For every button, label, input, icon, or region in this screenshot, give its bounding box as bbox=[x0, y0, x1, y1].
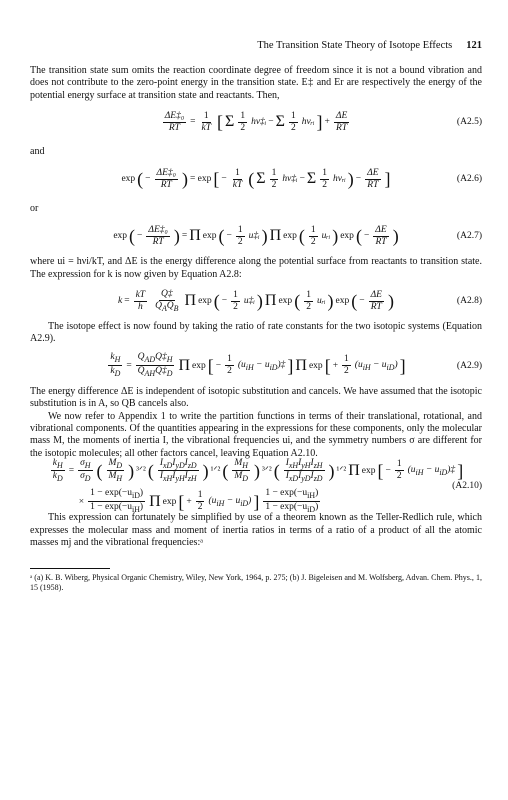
equation-a2-6 bbox=[30, 159, 482, 199]
paragraph-1: The transition state sum omits the reaction coordinate degree of freedom since it is not a bound vibration and does not contribute to the zero-point energy in the transition state. E‡ and Er are respectively the energy of the potential energy surface at transition state and reactants. Then, bbox=[30, 65, 482, 101]
equation-a2-5-expression: $\frac{\text{ΔE‡₀}}{RT}$ = $\frac{1}{kT}$ [ Σ $\frac{1}{2}$ hν‡ᵢ − Σ $\frac{1}{2}$ hνᵣᵢ ] + $\frac{\Delta E}{RT}$ bbox=[164, 110, 348, 133]
equation-label: (A2.8) bbox=[456, 296, 482, 307]
equation-a2-5 bbox=[30, 102, 482, 142]
running-title: The Transition State Theory of Isotope Effects bbox=[257, 40, 453, 51]
paragraph-4: The energy difference ΔE is independent of isotopic substitution and cancels. We have assumed that the isotopic substitution is in A, so QB cancels also. bbox=[30, 385, 482, 410]
equation-label: (A2.5) bbox=[456, 117, 482, 128]
connector-or: or bbox=[30, 203, 39, 215]
equation-a2-6-expression: exp ( − $\frac{\text{ΔE‡₀}}{RT}$ ) = exp [ − $\frac{1}{kT}$ ( Σ $\frac{1}{2}$ hν‡ᵢ − Σ $\frac{1}{2}$ hνᵣᵢ ) − $\frac{\Delta E}{RT}$ ] bbox=[121, 167, 391, 190]
equation-a2-7 bbox=[30, 216, 482, 256]
equation-a2-9 bbox=[30, 346, 482, 386]
equation-label: (A2.10) bbox=[452, 481, 482, 492]
equation-a2-9-expression: $\frac{k_H}{k_D}$ = $\frac{Q_{AD}Q\ddagger_H}{Q_{AH}Q\ddagger_D}$ Π exp [ − $\frac{1}{2}$ ($u_{iH}$ − $u_{iD})\ddagger$ ] Π exp [ + $\frac{1}{2}$ $(u_{iH} - u_{iD})$ ] bbox=[110, 352, 406, 379]
running-header bbox=[30, 40, 482, 51]
equation-a2-10 bbox=[30, 457, 482, 515]
equation-label: (A2.6) bbox=[456, 174, 482, 185]
connector-and: and bbox=[30, 146, 45, 158]
equation-a2-7-expression: exp ( − $\frac{\text{ΔE‡₀}}{RT}$ ) = Π exp ( − $\frac{1}{2}$ u‡ᵢ ) Π exp ( $\frac{1}{2}$ uᵣᵢ ) exp ( − $\frac{\Delta E}{RT}$ ) bbox=[113, 224, 399, 247]
footnote: ᵃ (a) K. B. Wiberg, Physical Organic Chemistry, Wiley, New York, 1964, p. 275; (b) J. Bigeleisen and M. Wolfsberg, Advan. Chem. Phys., 1, 15 (1958). bbox=[30, 572, 482, 592]
equation-a2-10-expression: $\frac{k_H}{k_D}$ = $\frac{\sigma_H}{\sigma_D}$ ( $\frac{M_D}{M_H}$ ) ³ᐟ² ( $\frac{I_{xD}I_{yD}I_{zD}}{I_{xH}I_{yH}I_{zH}}$ ) ¹ᐟ² ( $\frac{M_H}{M_D}$ ) ³ᐟ² ( $\frac{I_{xH}I_{yH}I_{zH}}{I_{xD}I_{yD}I_{zD}}$ ) ¹ᐟ² Π exp [ − $\frac{1}{2}$ ($u_{iH}$ − $u_{iD})\ddagger$ ] × $\frac{1 - \exp(-u_{iD})}{1 - \exp(-u_{iH})}$ Π exp [ + $\frac{1}{2}$ $(u_{iH} - u_{iD})$ ] $\frac{1 - \exp(-u_{iH})}{1 - \exp(-u_{iD})}$ bbox=[52, 457, 464, 515]
paragraph-2: where ui = hνi/kT, and ΔE is the energy difference along the potential surface from reactants to transition state. The expression for k is now given by Equation A2.8: bbox=[30, 256, 482, 280]
footnote-divider bbox=[30, 568, 110, 569]
paragraph-3: The isotope effect is now found by taking the ratio of rate constants for the two isotopic systems (Equation A2.9). bbox=[30, 321, 482, 345]
equation-a2-8-expression: k = $\frac{kT}{h}$ $\frac{Q\ddagger}{Q_AQ_B}$ Π exp ( − $\frac{1}{2}$ u‡ᵢ ) Π exp ( $\frac{1}{2}$ uᵣᵢ ) exp ( − $\frac{\Delta E}{RT}$ ) bbox=[117, 288, 394, 313]
equation-label: (A2.7) bbox=[456, 231, 482, 242]
paragraph-5: We now refer to Appendix 1 to write the partition functions in terms of their translational, rotational, and vibrational components. Of the quantities appearing in the expressions for these components, only the molecular mass M, the moments of inertia I, the vibrational frequencies ui, and the symmetry numbers σ are different for the isotopic molecules; all other factors cancel, leaving Equation A2.10. bbox=[30, 410, 482, 459]
equation-label: (A2.9) bbox=[456, 360, 482, 371]
paragraph-6: This expression can fortunately be simplified by use of a theorem known as the Teller-Redlich rule, which expresses the molecular mass and moment of inertia ratios in terms of a ratio of a product of all the atomic masses mj and the vibrational frequencies:ᵃ bbox=[30, 512, 482, 549]
page bbox=[30, 40, 482, 593]
page-number: 121 bbox=[466, 40, 482, 51]
equation-a2-8 bbox=[30, 281, 482, 321]
